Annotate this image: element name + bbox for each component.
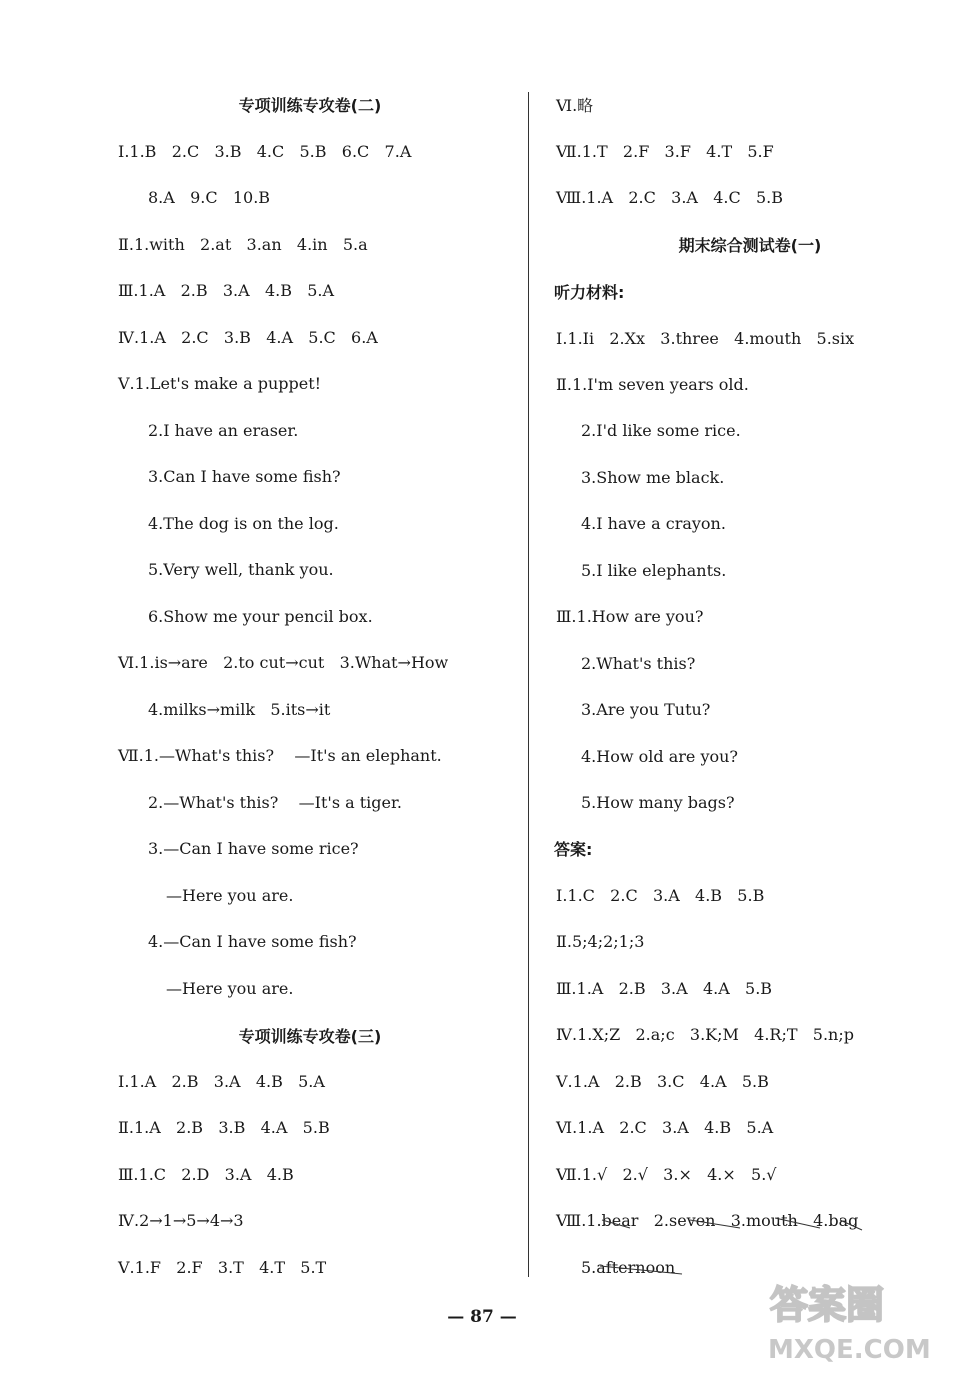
answer-line: 2.I have an eraser.: [148, 421, 299, 440]
answer-line: Ⅴ.1.F 2.F 3.T 4.T 5.T: [118, 1258, 327, 1277]
watermark-site-text: MXQE.COM: [768, 1335, 931, 1365]
answer-line: Ⅳ.1.X;Z 2.a;c 3.K;M 4.R;T 5.n;p: [556, 1025, 854, 1044]
listening-line: 4.How old are you?: [581, 747, 739, 766]
answer-line: —Here you are.: [166, 886, 294, 905]
listening-line: Ⅱ.1.I'm seven years old.: [556, 375, 749, 394]
section-title-3: 专项训练专攻卷(三): [238, 1027, 382, 1046]
listening-line: 5.I like elephants.: [581, 561, 727, 580]
answer-line: 4.—Can I have some fish?: [148, 932, 357, 951]
answer-line: 5.Very well, thank you.: [148, 560, 334, 579]
listening-line: 3.Show me black.: [581, 468, 725, 487]
answer-line: 2.—What's this? —It's a tiger.: [148, 793, 402, 812]
answer-line: 6.Show me your pencil box.: [148, 607, 373, 626]
answer-line: Ⅱ.1.with 2.at 3.an 4.in 5.a: [118, 235, 368, 254]
answer-line: Ⅱ.5;4;2;1;3: [556, 932, 645, 951]
handwriting-strokes: [598, 1260, 688, 1280]
answer-line: 3.Can I have some fish?: [148, 467, 341, 486]
answer-line: Ⅱ.1.A 2.B 3.B 4.A 5.B: [118, 1118, 330, 1137]
answer-line: Ⅵ.1.A 2.C 3.A 4.B 5.A: [556, 1118, 774, 1137]
section-title-2: 专项训练专攻卷(二): [238, 96, 382, 115]
listening-line: 2.What's this?: [581, 654, 696, 673]
answer-line: Ⅶ.1.√ 2.√ 3.× 4.× 5.√: [556, 1165, 777, 1184]
watermark-top-text: 答案圈: [770, 1283, 885, 1327]
answer-line: Ⅴ.1.A 2.B 3.C 4.A 5.B: [556, 1072, 769, 1091]
answer-line: 5.afternoon: [581, 1258, 676, 1277]
answer-line: Ⅲ.1.A 2.B 3.A 4.A 5.B: [556, 979, 773, 998]
column-divider: [528, 92, 529, 1277]
answer-line: Ⅴ.1.Let's make a puppet!: [118, 374, 322, 393]
listening-line: Ⅲ.1.How are you?: [556, 607, 704, 626]
answer-line: Ⅳ.2→1→5→4→3: [118, 1211, 244, 1230]
answer-line: Ⅷ.1.A 2.C 3.A 4.C 5.B: [556, 188, 783, 207]
answer-line: Ⅰ.1.A 2.B 3.A 4.B 5.A: [118, 1072, 325, 1091]
answer-line: Ⅰ.1.B 2.C 3.B 4.C 5.B 6.C 7.A: [118, 142, 412, 161]
listening-label: 听力材料:: [554, 283, 625, 302]
answer-line: Ⅶ.1.T 2.F 3.F 4.T 5.F: [556, 142, 774, 161]
answer-line: Ⅵ.略: [556, 96, 594, 115]
listening-line: 3.Are you Tutu?: [581, 700, 711, 719]
answer-line: 8.A 9.C 10.B: [148, 188, 271, 207]
watermark-logo: [764, 1276, 954, 1366]
listening-line: 2.I'd like some rice.: [581, 421, 741, 440]
answer-line: 4.milks→milk 5.its→it: [148, 700, 331, 719]
listening-line: 5.How many bags?: [581, 793, 735, 812]
answer-line: —Here you are.: [166, 979, 294, 998]
answer-line: 3.—Can I have some rice?: [148, 839, 359, 858]
answers-label: 答案:: [554, 840, 593, 859]
final-exam-title: 期末综合测试卷(一): [678, 236, 822, 255]
answer-line: Ⅲ.1.C 2.D 3.A 4.B: [118, 1165, 294, 1184]
answer-line: Ⅰ.1.C 2.C 3.A 4.B 5.B: [556, 886, 765, 905]
handwriting-strokes: [600, 1212, 870, 1234]
answer-line: Ⅲ.1.A 2.B 3.A 4.B 5.A: [118, 281, 335, 300]
listening-line: 4.I have a crayon.: [581, 514, 726, 533]
answer-line: Ⅵ.1.is→are 2.to cut→cut 3.What→How: [118, 653, 449, 672]
answer-line: 4.The dog is on the log.: [148, 514, 339, 533]
page-number: — 87 —: [447, 1307, 517, 1327]
answer-line: Ⅳ.1.A 2.C 3.B 4.A 5.C 6.A: [118, 328, 378, 347]
answer-line: Ⅶ.1.—What's this? —It's an elephant.: [118, 746, 442, 765]
answer-line: Ⅷ.1.bear 2.seven 3.mouth 4.bag: [556, 1211, 859, 1230]
listening-line: Ⅰ.1.Ii 2.Xx 3.three 4.mouth 5.six: [556, 329, 855, 348]
